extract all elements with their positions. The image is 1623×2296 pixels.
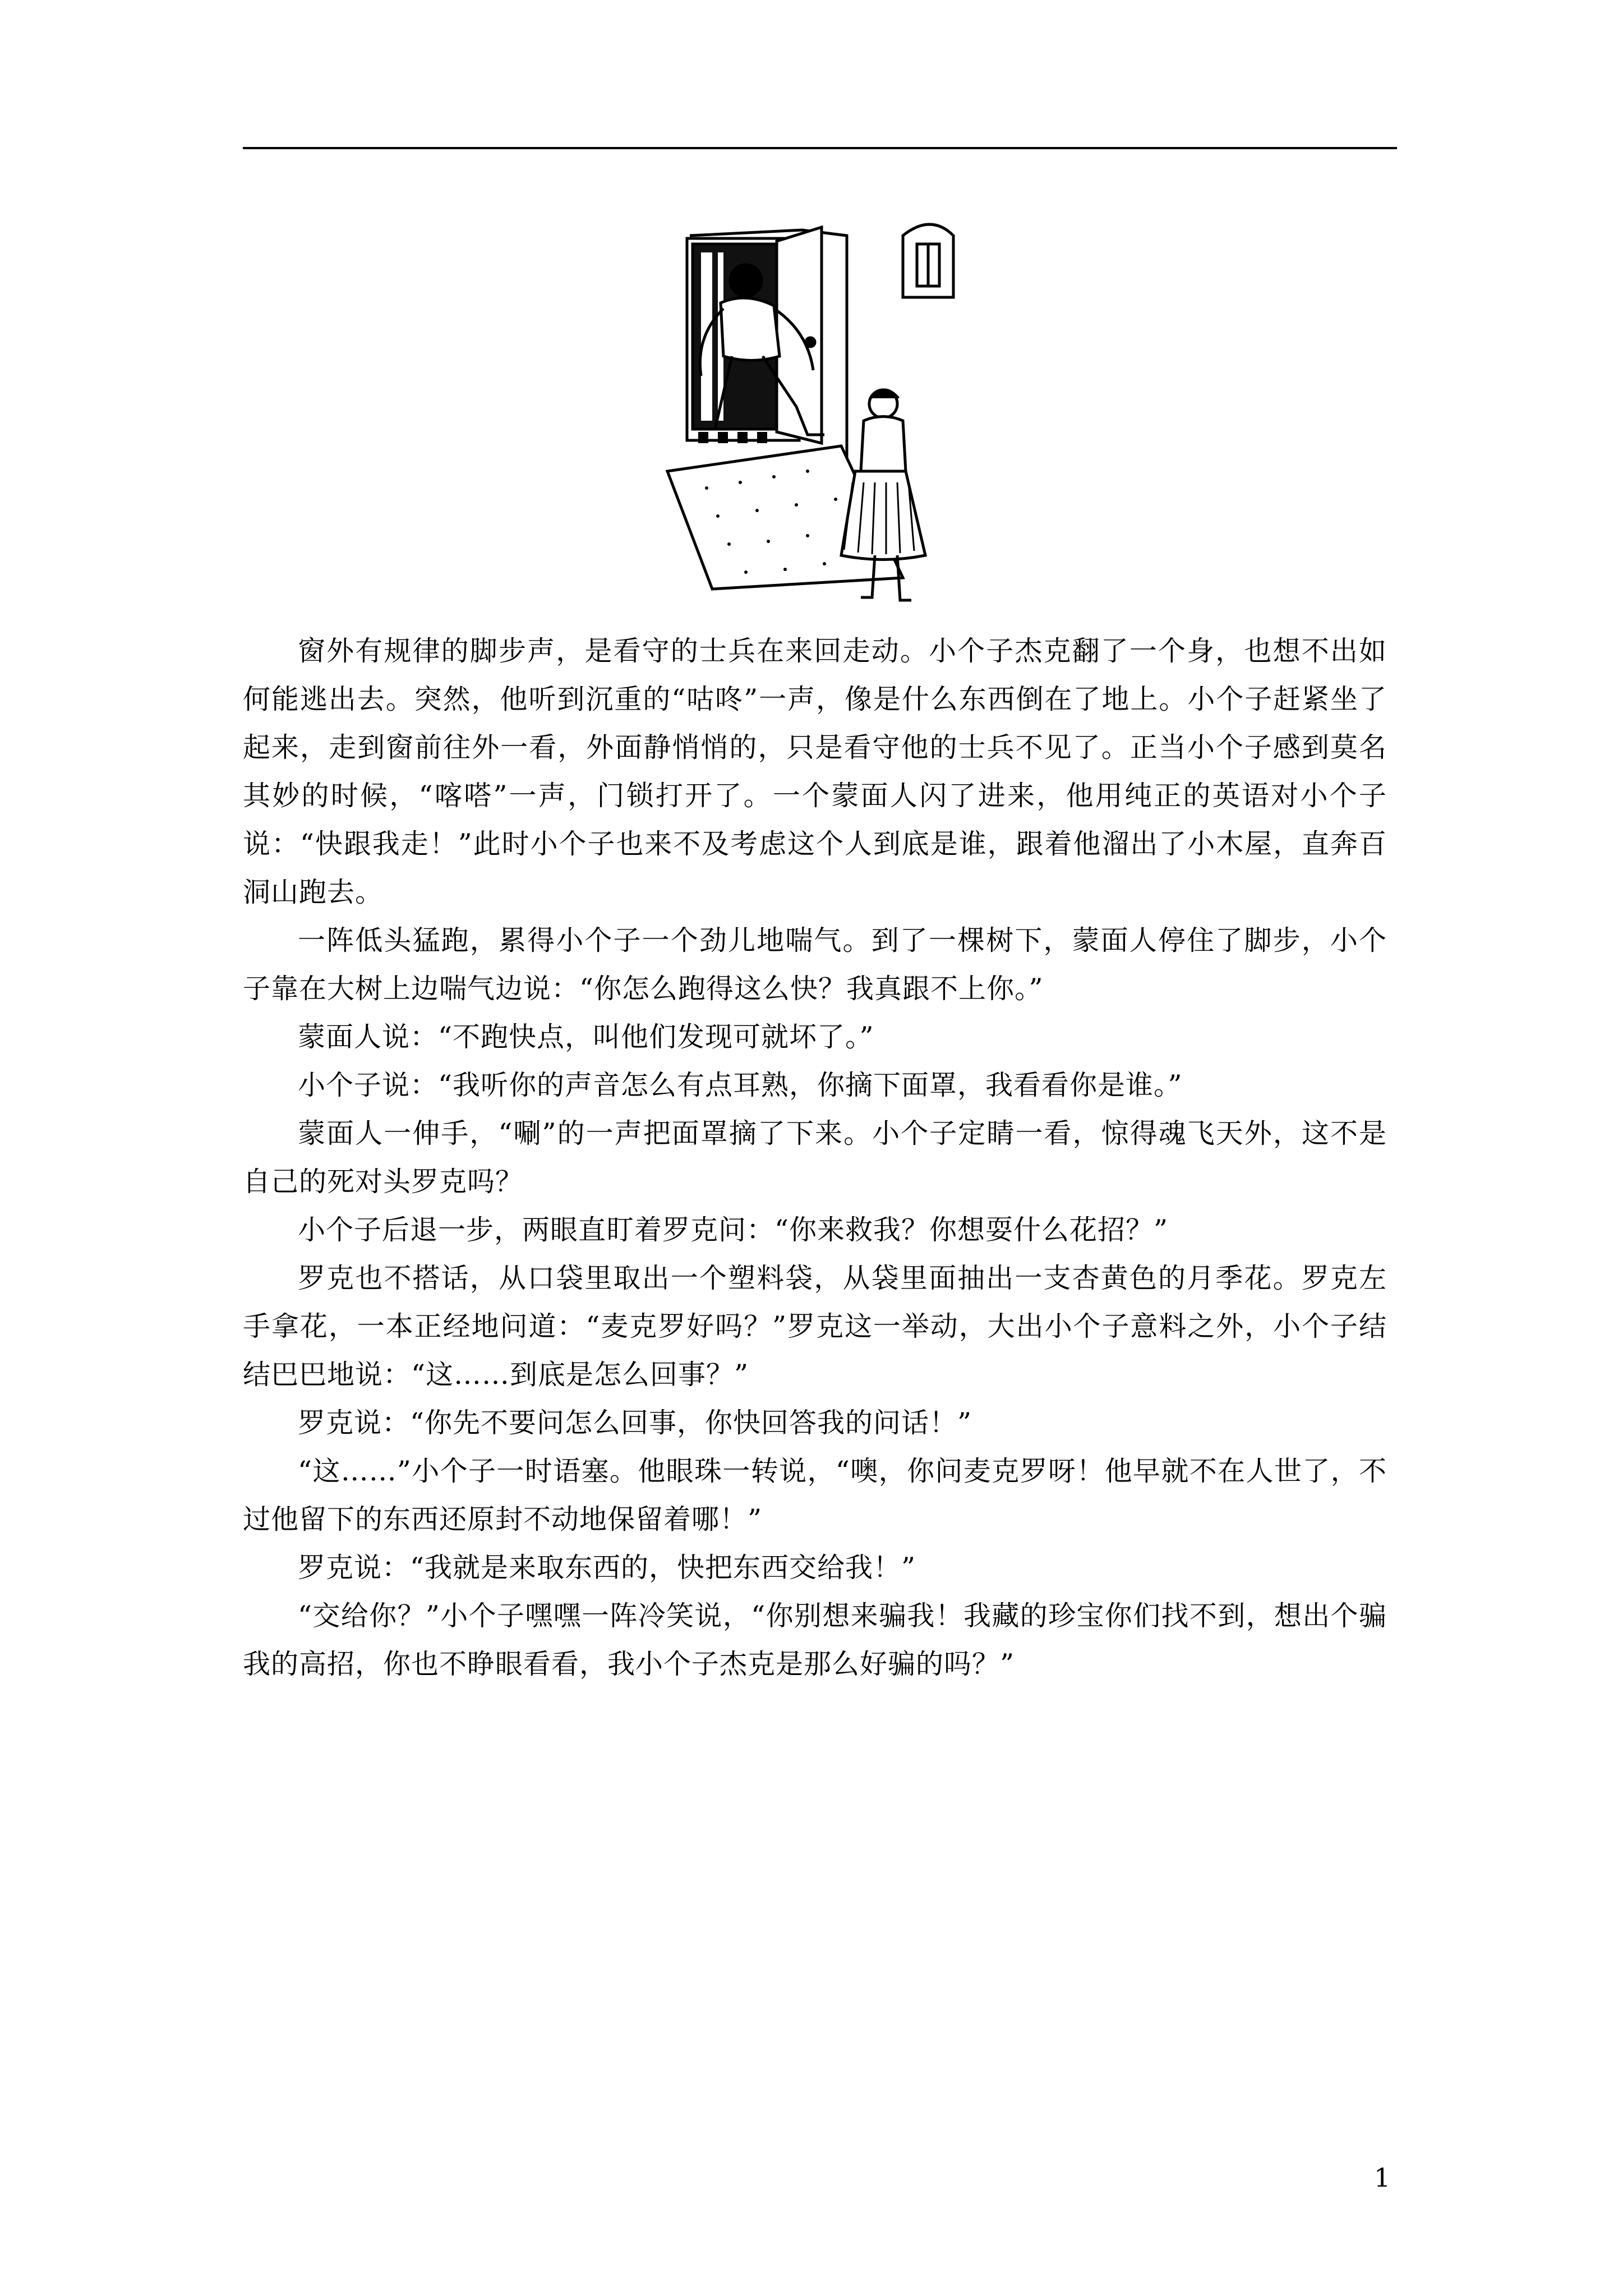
masked-man-and-girl-icon [662,219,976,611]
paragraph: 小个子说：“我听你的声音怎么有点耳熟，你摘下面罩，我看看你是谁。” [298,1069,1183,1101]
paragraph: 罗克说：“你先不要问怎么回事，你快回答我的问话！” [298,1407,972,1439]
paragraph: 小个子后退一步，两眼直盯着罗克问：“你来救我？你想耍什么花招？” [298,1214,1169,1246]
paragraph: “这……”小个子一时语塞。他眼珠一转说，“噢，你问麦克罗呀！他早就不在人世了，不过他留下的东西还原封不动地保留着哪！” [243,1455,1387,1535]
paragraph: 蒙面人说：“不跑快点，叫他们发现可就坏了。” [298,1021,874,1053]
paragraph: “交给你？”小个子嘿嘿一阵冷笑说，“你别想来骗我！我藏的珍宝你们找不到，想出个骗我的高招，你也不睁眼看看，我小个子杰克是那么好骗的吗？” [243,1600,1387,1680]
story-illustration [662,219,976,611]
page-number: 1 [1374,2162,1391,2193]
paragraph: 罗克也不搭话，从口袋里取出一个塑料袋，从袋里面抽出一支杏黄色的月季花。罗克左手拿花，一本正经地问道：“麦克罗好吗？”罗克这一举动，大出小个子意料之外，小个子结结巴巴地说：“这……到底是怎么回事？” [243,1262,1387,1391]
paragraph: 蒙面人一伸手，“唰”的一声把面罩摘了下来。小个子定睛一看，惊得魂飞天外，这不是自己的死对头罗克吗？ [243,1117,1387,1198]
paragraph: 窗外有规律的脚步声，是看守的士兵在来回走动。小个子杰克翻了一个身，也想不出如何能逃出去。突然，他听到沉重的“咕咚”一声，像是什么东西倒在了地上。小个子赶紧坐了起来，走到窗前往外一看，外面静悄悄的，只是看守他的士兵不见了。正当小个子感到莫名其妙的时候，“喀嗒”一声，门锁打开了。一个蒙面人闪了进来，他用纯正的英语对小个子说：“快跟我走！”此时小个子也来不及考虑这个人到底是谁，跟着他溜出了小木屋，直奔百洞山跑去。 [243,635,1387,908]
story-text [243,627,1387,1688]
paragraph: 罗克说：“我就是来取东西的，快把东西交给我！” [298,1552,916,1584]
paragraph: 一阵低头猛跑，累得小个子一个劲儿地喘气。到了一棵树下，蒙面人停住了脚步，小个子靠在大树上边喘气边说：“你怎么跑得这么快？我真跟不上你。” [243,924,1387,1005]
header-rule [243,147,1397,149]
